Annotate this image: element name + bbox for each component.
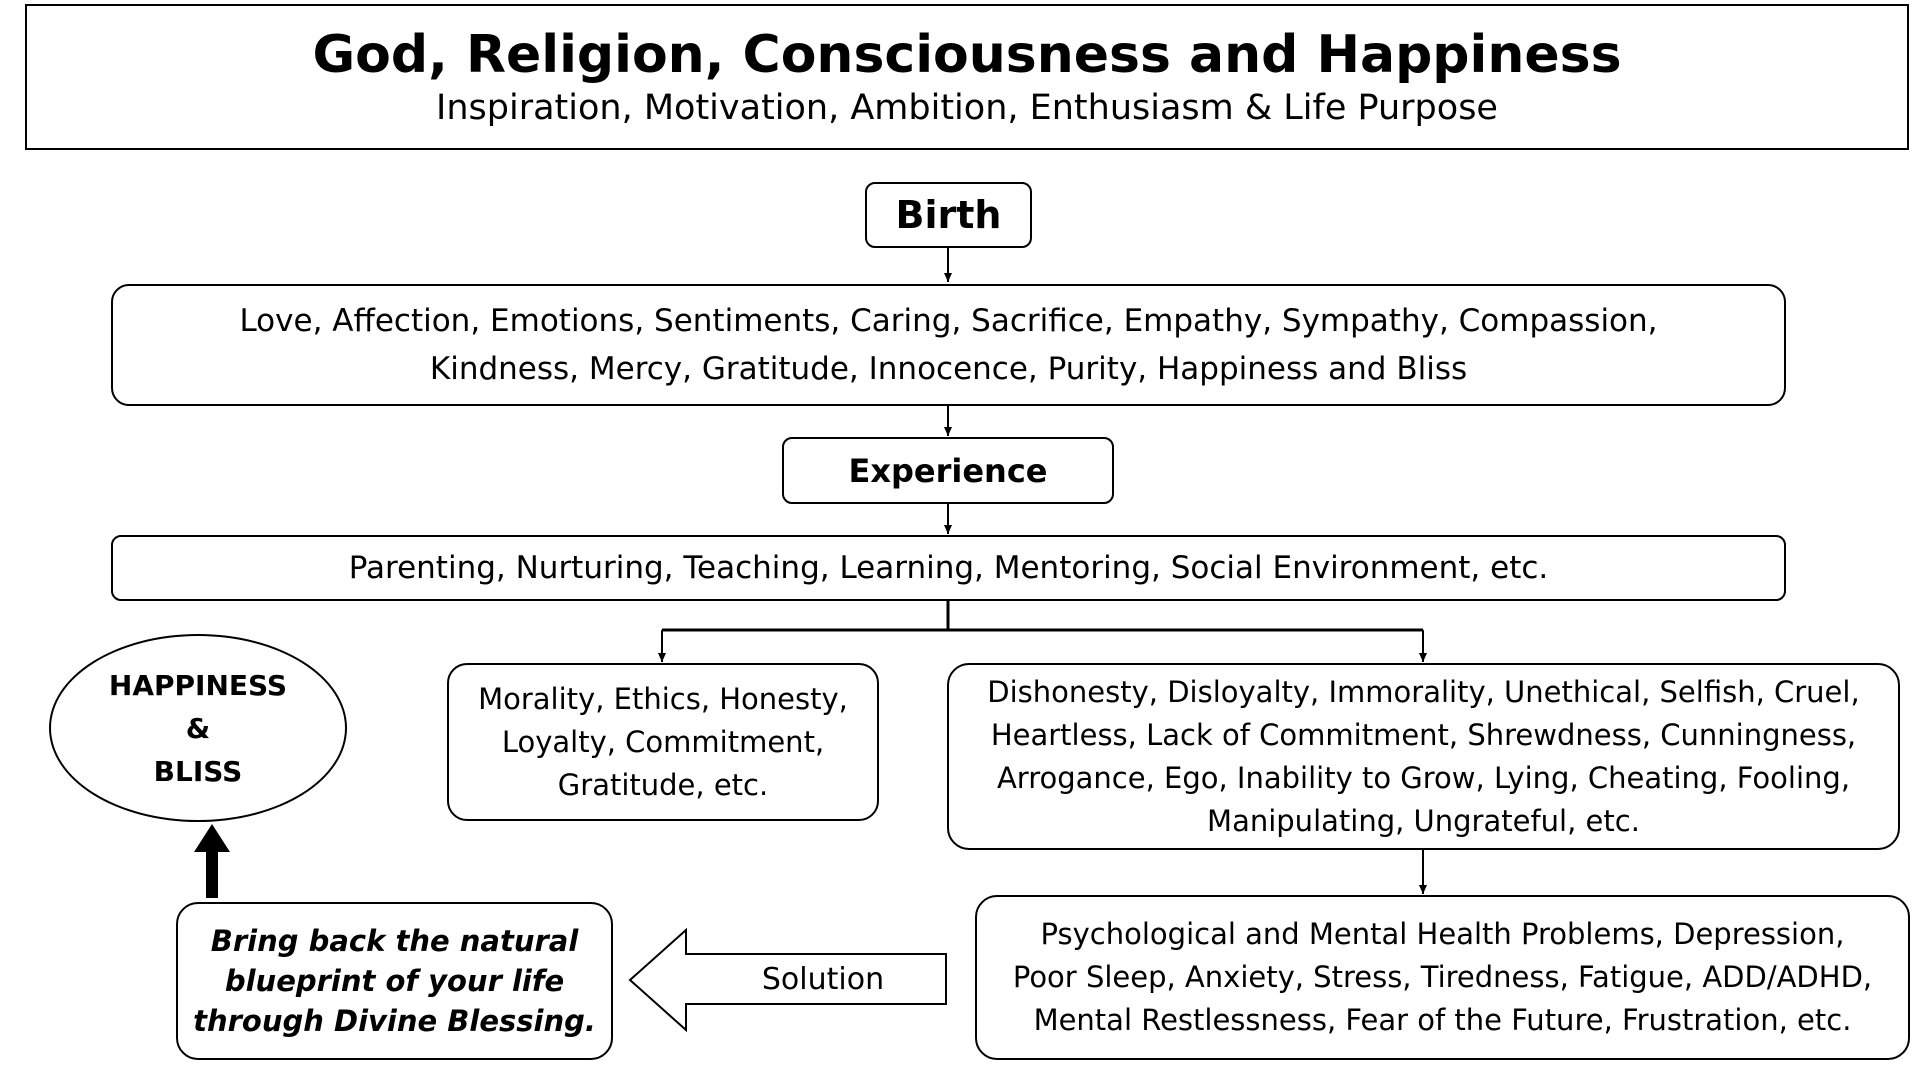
happiness-bliss-node xyxy=(49,634,347,822)
negative-line-1: Dishonesty, Disloyalty, Immorality, Unethical, Selfish, Cruel, xyxy=(987,674,1860,709)
solution-label: Solution xyxy=(761,961,885,997)
positive-line-3: Gratitude, etc. xyxy=(557,767,769,802)
virtues-line-2: Kindness, Mercy, Gratitude, Innocence, Purity, Happiness and Bliss xyxy=(429,351,1468,387)
negative-line-3: Arrogance, Ego, Inability to Grow, Lying, Cheating, Fooling, xyxy=(996,760,1851,795)
header-box xyxy=(25,4,1909,150)
negative-traits-node xyxy=(947,663,1900,850)
experience-label: Experience xyxy=(848,451,1048,490)
positive-line-2: Loyalty, Commitment, xyxy=(501,724,825,759)
positive-line-1: Morality, Ethics, Honesty, xyxy=(478,681,848,716)
problems-line-1: Psychological and Mental Health Problems, Depression, xyxy=(1040,917,1845,951)
environment-label: Parenting, Nurturing, Teaching, Learning, Mentoring, Social Environment, etc. xyxy=(348,550,1549,586)
virtues-line-1: Love, Affection, Emotions, Sentiments, Caring, Sacrifice, Empathy, Sympathy, Compassion, xyxy=(239,303,1658,339)
birth-label: Birth xyxy=(895,193,1002,237)
blessing-line-1: Bring back the natural xyxy=(210,924,579,958)
birth-node xyxy=(865,182,1032,248)
environment-node xyxy=(111,535,1786,601)
branch-connector xyxy=(662,601,1423,662)
problems-node xyxy=(975,895,1910,1060)
virtues-node xyxy=(111,284,1786,406)
page-subtitle: Inspiration, Motivation, Ambition, Enthusiasm & Life Purpose xyxy=(436,88,1498,128)
experience-node xyxy=(782,437,1114,504)
up-arrow-to-happiness xyxy=(194,824,230,898)
negative-line-2: Heartless, Lack of Commitment, Shrewdness, Cunningness, xyxy=(990,717,1857,752)
positive-traits-node xyxy=(447,663,879,821)
blessing-line-3: through Divine Blessing. xyxy=(193,1004,596,1038)
happiness-line-2: & xyxy=(185,711,211,745)
blessing-node xyxy=(176,902,613,1060)
negative-line-4: Manipulating, Ungrateful, etc. xyxy=(1207,803,1640,838)
problems-line-2: Poor Sleep, Anxiety, Stress, Tiredness, Fatigue, ADD/ADHD, xyxy=(1012,960,1873,994)
problems-line-3: Mental Restlessness, Fear of the Future, Frustration, etc. xyxy=(1033,1003,1852,1037)
happiness-line-1: HAPPINESS xyxy=(108,668,288,702)
page-title: God, Religion, Consciousness and Happiness xyxy=(312,25,1622,85)
blessing-line-2: blueprint of your life xyxy=(224,964,565,998)
happiness-line-3: BLISS xyxy=(153,754,243,788)
